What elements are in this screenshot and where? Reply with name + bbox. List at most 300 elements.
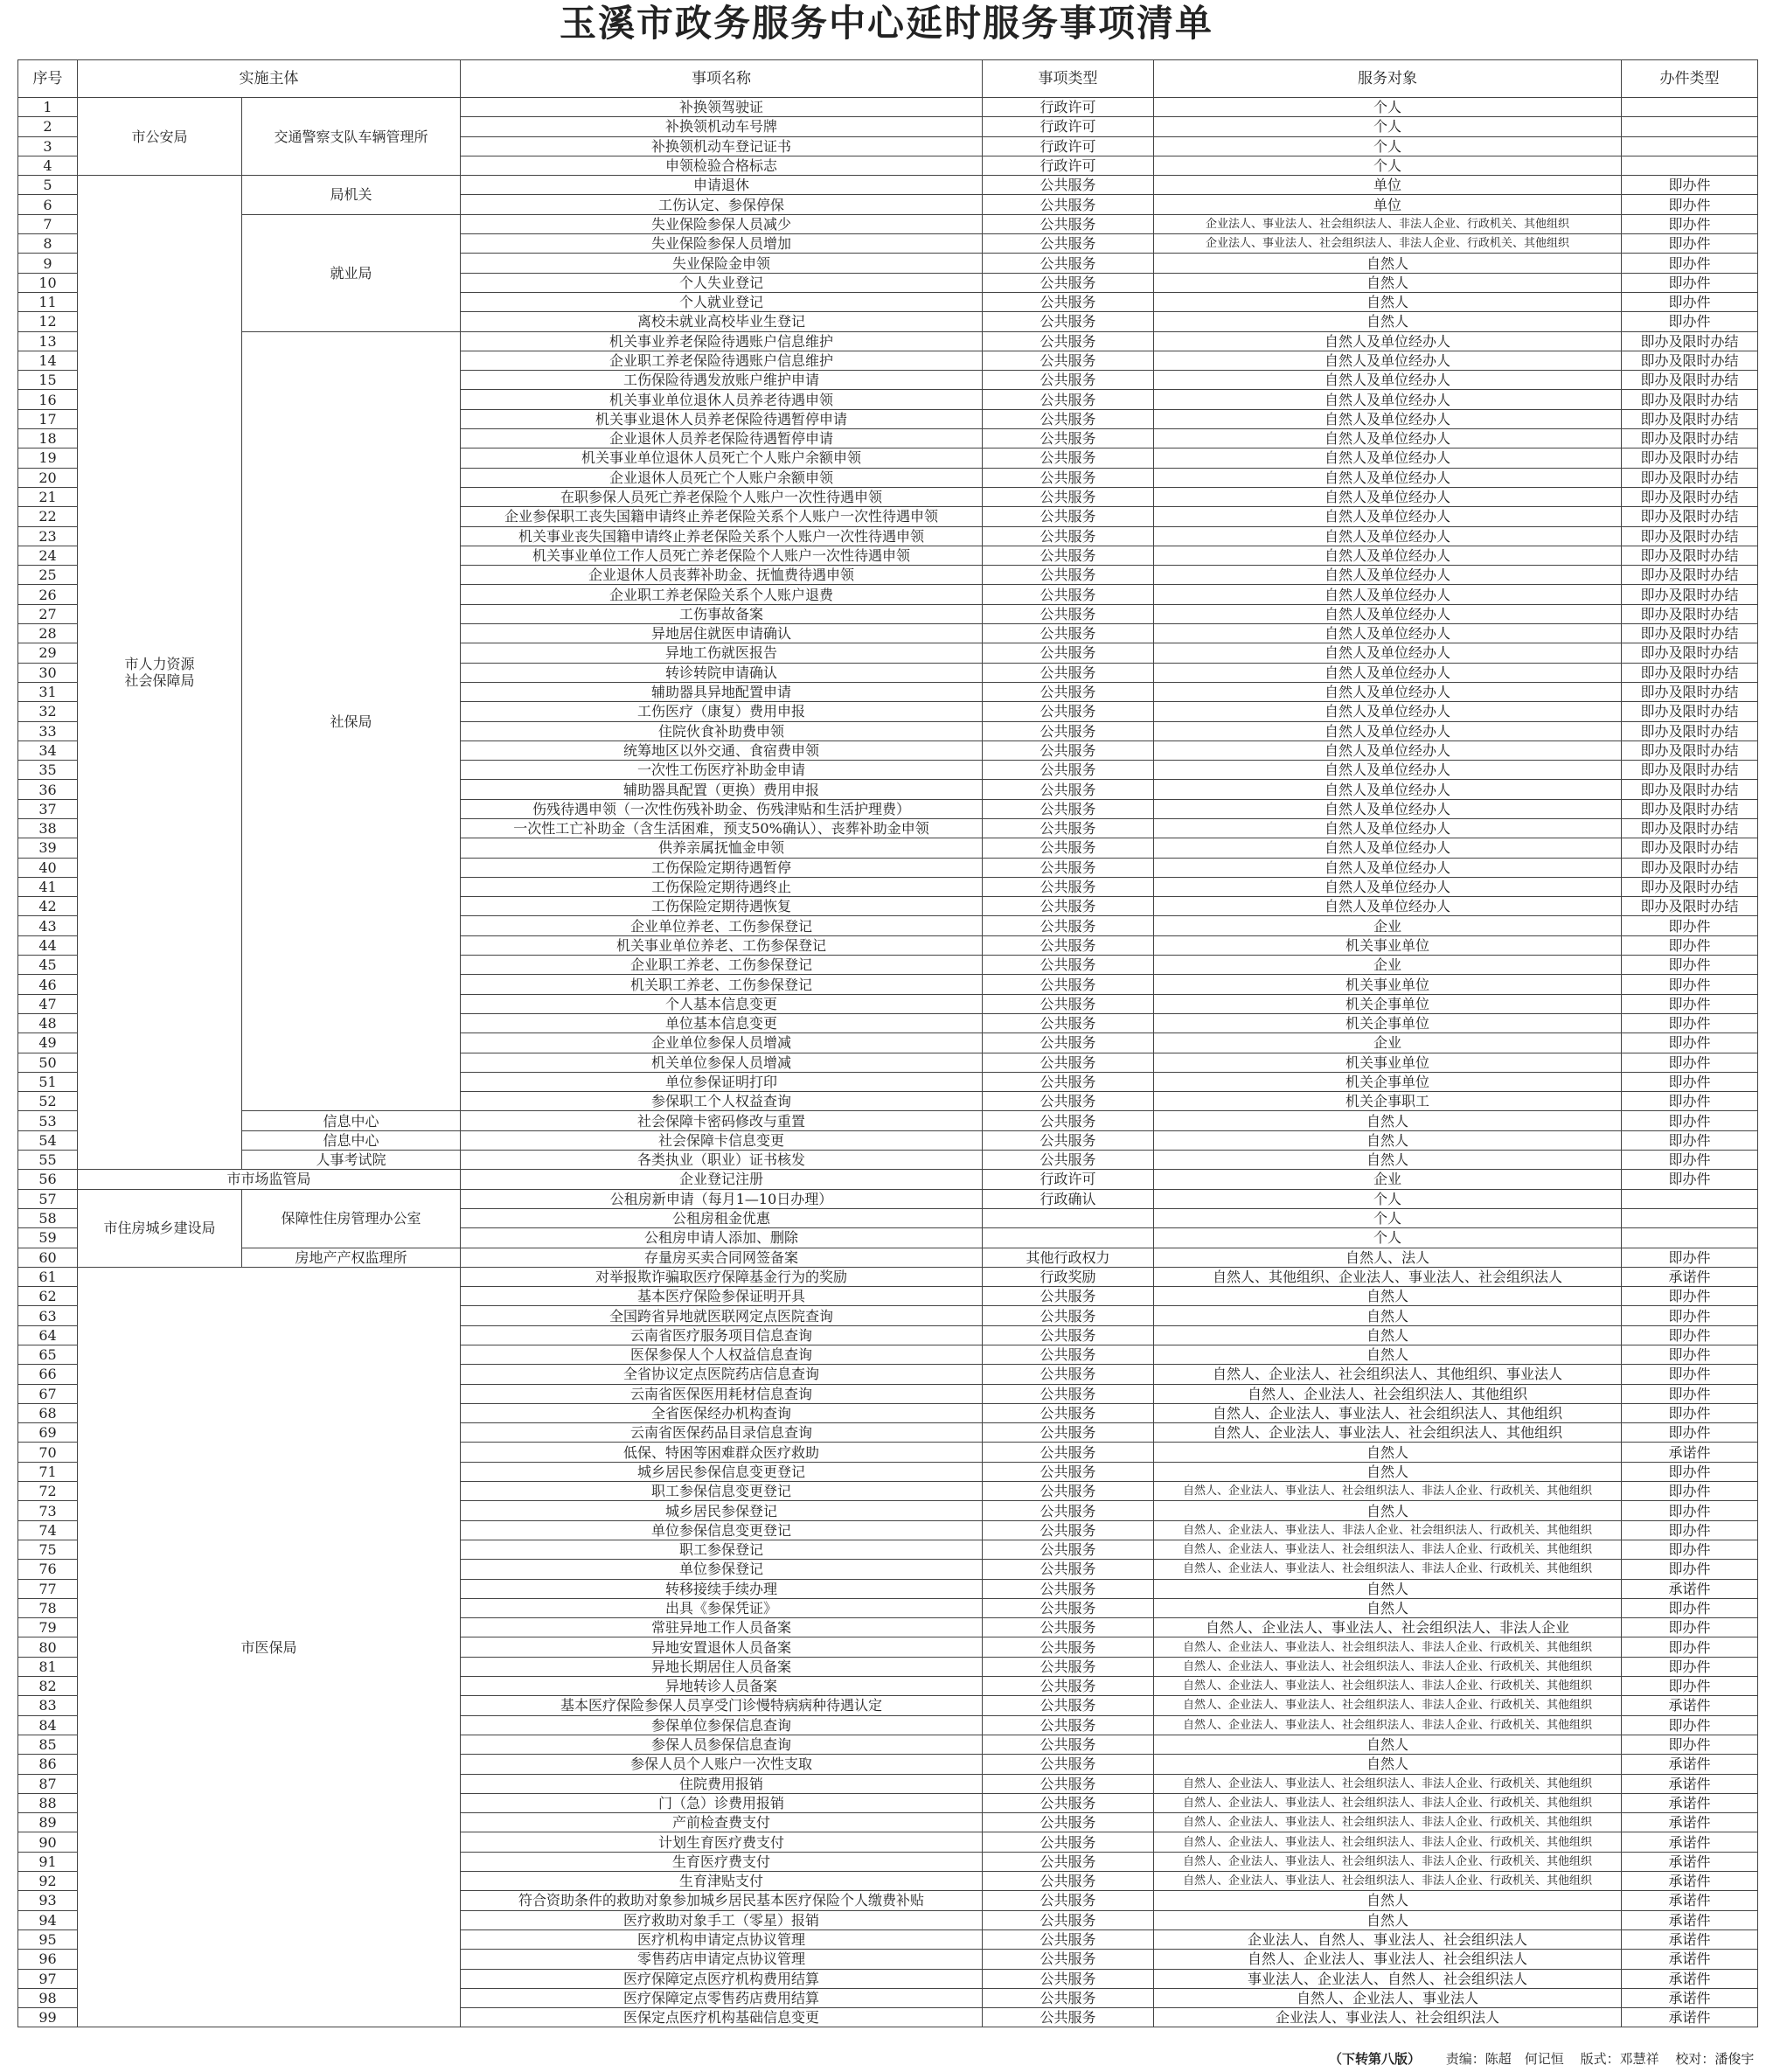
row-index: 34 <box>18 740 78 760</box>
handling-type: 承诺件 <box>1622 1988 1758 2007</box>
handling-type: 即办及限时办结 <box>1622 390 1758 409</box>
service-target: 自然人、企业法人、事业法人、社会组织法人、非法人企业、行政机关、其他组织 <box>1154 1560 1622 1579</box>
item-type: 公共服务 <box>983 1072 1154 1091</box>
service-target: 机关事业单位 <box>1154 975 1622 994</box>
service-target: 自然人及单位经办人 <box>1154 487 1622 506</box>
row-index: 51 <box>18 1072 78 1091</box>
item-type <box>983 1208 1154 1227</box>
handling-type: 即办件 <box>1622 254 1758 273</box>
item-type: 公共服务 <box>983 1130 1154 1150</box>
service-target: 机关企事单位 <box>1154 994 1622 1013</box>
item-name: 医疗机构申请定点协议管理 <box>461 1929 983 1949</box>
item-type: 公共服务 <box>983 292 1154 311</box>
row-index: 53 <box>18 1111 78 1130</box>
item-name: 机关事业单位退休人员养老待遇申领 <box>461 390 983 409</box>
item-name: 辅助器具配置（更换）费用申报 <box>461 780 983 799</box>
service-target: 自然人及单位经办人 <box>1154 702 1622 721</box>
row-index: 92 <box>18 1872 78 1891</box>
item-name: 补换领机动车号牌 <box>461 117 983 136</box>
item-name: 单位基本信息变更 <box>461 1013 983 1033</box>
item-type: 公共服务 <box>983 195 1154 214</box>
item-type: 公共服务 <box>983 390 1154 409</box>
row-index: 67 <box>18 1384 78 1403</box>
row-index: 9 <box>18 254 78 273</box>
service-target: 机关企事职工 <box>1154 1092 1622 1111</box>
handling-type: 即办及限时办结 <box>1622 585 1758 604</box>
header-handling-type: 办件类型 <box>1622 60 1758 98</box>
row-index: 96 <box>18 1950 78 1969</box>
item-type: 公共服务 <box>983 526 1154 546</box>
row-index: 49 <box>18 1033 78 1053</box>
item-name: 异地长期居住人员备案 <box>461 1657 983 1676</box>
row-index: 35 <box>18 761 78 780</box>
handling-type: 即办件 <box>1622 975 1758 994</box>
row-index: 98 <box>18 1988 78 2007</box>
row-index: 61 <box>18 1267 78 1286</box>
service-target: 个人 <box>1154 98 1622 117</box>
item-name: 转诊转院申请确认 <box>461 663 983 682</box>
service-target: 自然人及单位经办人 <box>1154 371 1622 390</box>
item-type: 公共服务 <box>983 1365 1154 1384</box>
item-name: 在职参保人员死亡养老保险个人账户一次性待遇申领 <box>461 487 983 506</box>
handling-type: 即办及限时办结 <box>1622 740 1758 760</box>
item-name: 机关职工养老、工伤参保登记 <box>461 975 983 994</box>
handling-type: 即办及限时办结 <box>1622 507 1758 526</box>
handling-type: 即办及限时办结 <box>1622 448 1758 468</box>
handling-type: 即办件 <box>1622 1151 1758 1170</box>
handling-type: 即办及限时办结 <box>1622 429 1758 448</box>
item-name: 基本医疗保险参保证明开具 <box>461 1287 983 1306</box>
item-type: 公共服务 <box>983 409 1154 428</box>
item-type: 公共服务 <box>983 799 1154 818</box>
handling-type: 即办件 <box>1622 956 1758 975</box>
row-index: 22 <box>18 507 78 526</box>
handling-type: 即办件 <box>1622 1657 1758 1676</box>
handling-type: 承诺件 <box>1622 1793 1758 1812</box>
item-type: 公共服务 <box>983 1482 1154 1501</box>
handling-type: 即办及限时办结 <box>1622 371 1758 390</box>
row-index: 62 <box>18 1287 78 1306</box>
row-index: 8 <box>18 234 78 254</box>
item-name: 企业退休人员丧葬补助金、抚恤费待遇申领 <box>461 566 983 585</box>
row-index: 80 <box>18 1637 78 1657</box>
item-type: 公共服务 <box>983 1929 1154 1949</box>
service-target: 企业法人、自然人、事业法人、社会组织法人 <box>1154 1929 1622 1949</box>
row-index: 93 <box>18 1891 78 1910</box>
item-type: 公共服务 <box>983 1501 1154 1520</box>
item-name: 企业参保职工丧失国籍申请终止养老保险关系个人账户一次性待遇申领 <box>461 507 983 526</box>
item-type: 公共服务 <box>983 975 1154 994</box>
item-name: 企业退休人员死亡个人账户余额申领 <box>461 468 983 487</box>
item-name: 补换领机动车登记证书 <box>461 136 983 156</box>
agency-cell: 就业局 <box>242 214 461 331</box>
item-name: 城乡居民参保登记 <box>461 1501 983 1520</box>
table-row <box>18 1111 1758 1130</box>
row-index: 33 <box>18 721 78 740</box>
item-type: 公共服务 <box>983 1443 1154 1462</box>
service-target: 自然人 <box>1154 292 1622 311</box>
item-type: 公共服务 <box>983 1910 1154 1929</box>
item-type: 公共服务 <box>983 1618 1154 1637</box>
continued-note: （下转第八版） <box>1329 2051 1422 2067</box>
item-type: 公共服务 <box>983 1755 1154 1774</box>
item-name: 参保人员个人账户一次性支取 <box>461 1755 983 1774</box>
item-name: 低保、特困等困难群众医疗救助 <box>461 1443 983 1462</box>
item-name: 公租房新申请（每月1—10日办理） <box>461 1189 983 1208</box>
header-agency: 实施主体 <box>78 60 461 98</box>
handling-type: 即办件 <box>1622 1384 1758 1403</box>
handling-type: 承诺件 <box>1622 1891 1758 1910</box>
service-target: 自然人及单位经办人 <box>1154 858 1622 877</box>
header-item-name: 事项名称 <box>461 60 983 98</box>
service-target: 自然人、企业法人、事业法人、社会组织法人、其他组织 <box>1154 1403 1622 1422</box>
service-target: 自然人、企业法人、事业法人、社会组织法人、非法人企业、行政机关、其他组织 <box>1154 1540 1622 1559</box>
item-type: 公共服务 <box>983 916 1154 935</box>
item-type: 公共服务 <box>983 1774 1154 1793</box>
item-type: 公共服务 <box>983 1988 1154 2007</box>
service-target: 自然人及单位经办人 <box>1154 624 1622 643</box>
handling-type: 即办件 <box>1622 1287 1758 1306</box>
handling-type: 即办及限时办结 <box>1622 682 1758 701</box>
item-name: 出具《参保凭证》 <box>461 1598 983 1617</box>
service-target: 自然人及单位经办人 <box>1154 331 1622 351</box>
service-target: 自然人及单位经办人 <box>1154 351 1622 370</box>
handling-type <box>1622 1208 1758 1227</box>
row-index: 88 <box>18 1793 78 1812</box>
service-target: 自然人及单位经办人 <box>1154 507 1622 526</box>
service-target: 自然人及单位经办人 <box>1154 761 1622 780</box>
item-name: 参保人员参保信息查询 <box>461 1735 983 1754</box>
row-index: 40 <box>18 858 78 877</box>
row-index: 78 <box>18 1598 78 1617</box>
item-name: 云南省医保医用耗材信息查询 <box>461 1384 983 1403</box>
item-type: 行政奖励 <box>983 1267 1154 1286</box>
item-type: 公共服务 <box>983 331 1154 351</box>
item-type: 公共服务 <box>983 214 1154 233</box>
item-type: 公共服务 <box>983 507 1154 526</box>
item-name: 工伤保险定期待遇暂停 <box>461 858 983 877</box>
item-name: 医保定点医疗机构基础信息变更 <box>461 2008 983 2027</box>
row-index: 65 <box>18 1345 78 1365</box>
row-index: 11 <box>18 292 78 311</box>
handling-type: 即办及限时办结 <box>1622 468 1758 487</box>
item-name: 异地安置退休人员备案 <box>461 1637 983 1657</box>
handling-type: 即办及限时办结 <box>1622 838 1758 858</box>
handling-type: 即办及限时办结 <box>1622 351 1758 370</box>
row-index: 17 <box>18 409 78 428</box>
row-index: 50 <box>18 1053 78 1072</box>
item-name: 城乡居民参保信息变更登记 <box>461 1462 983 1481</box>
item-name: 公租房租金优惠 <box>461 1208 983 1227</box>
handling-type <box>1622 1189 1758 1208</box>
handling-type: 承诺件 <box>1622 1579 1758 1598</box>
handling-type: 即办及限时办结 <box>1622 877 1758 896</box>
row-index: 5 <box>18 176 78 195</box>
item-name: 离校未就业高校毕业生登记 <box>461 312 983 331</box>
item-type: 公共服务 <box>983 1151 1154 1170</box>
handling-type: 即办件 <box>1622 1560 1758 1579</box>
table-row <box>18 214 1758 233</box>
row-index: 54 <box>18 1130 78 1150</box>
item-type: 公共服务 <box>983 1287 1154 1306</box>
handling-type: 即办件 <box>1622 1072 1758 1091</box>
row-index: 60 <box>18 1248 78 1267</box>
service-target: 企业法人、事业法人、社会组织法人 <box>1154 2008 1622 2027</box>
agency-cell: 市医保局 <box>78 1267 461 2027</box>
row-index: 66 <box>18 1365 78 1384</box>
handling-type: 承诺件 <box>1622 1774 1758 1793</box>
service-target: 自然人 <box>1154 1325 1622 1345</box>
item-name: 常驻异地工作人员备案 <box>461 1618 983 1637</box>
service-target: 自然人 <box>1154 1462 1622 1481</box>
row-index: 28 <box>18 624 78 643</box>
service-target: 个人 <box>1154 1228 1622 1248</box>
item-type: 公共服务 <box>983 643 1154 663</box>
service-target: 自然人及单位经办人 <box>1154 566 1622 585</box>
item-type: 公共服务 <box>983 877 1154 896</box>
handling-type: 即办及限时办结 <box>1622 331 1758 351</box>
service-target: 自然人 <box>1154 312 1622 331</box>
service-target: 自然人 <box>1154 1735 1622 1754</box>
header-service-target: 服务对象 <box>1154 60 1622 98</box>
row-index: 12 <box>18 312 78 331</box>
handling-type <box>1622 156 1758 175</box>
item-name: 社会保障卡密码修改与重置 <box>461 1111 983 1130</box>
service-target: 个人 <box>1154 1208 1622 1227</box>
item-type: 公共服务 <box>983 585 1154 604</box>
item-type: 公共服务 <box>983 994 1154 1013</box>
row-index: 79 <box>18 1618 78 1637</box>
service-target: 自然人及单位经办人 <box>1154 604 1622 623</box>
item-type: 公共服务 <box>983 1852 1154 1871</box>
handling-type: 承诺件 <box>1622 1755 1758 1774</box>
row-index: 44 <box>18 935 78 955</box>
service-target: 自然人及单位经办人 <box>1154 585 1622 604</box>
service-target: 自然人、企业法人、事业法人、社会组织法人、非法人企业、行政机关、其他组织 <box>1154 1852 1622 1871</box>
item-name: 一次性工亡补助金（含生活困难，预支50%确认）、丧葬补助金申领 <box>461 818 983 838</box>
item-type: 其他行政权力 <box>983 1248 1154 1267</box>
item-type: 公共服务 <box>983 1325 1154 1345</box>
item-name: 企业单位参保人员增减 <box>461 1033 983 1053</box>
service-target: 自然人及单位经办人 <box>1154 663 1622 682</box>
item-type: 公共服务 <box>983 1033 1154 1053</box>
table-row <box>18 1130 1758 1150</box>
service-target: 自然人、企业法人、事业法人、社会组织法人、非法人企业、行政机关、其他组织 <box>1154 1774 1622 1793</box>
item-type: 公共服务 <box>983 604 1154 623</box>
table-row <box>18 331 1758 351</box>
handling-type: 承诺件 <box>1622 1267 1758 1286</box>
header-index: 序号 <box>18 60 78 98</box>
handling-type: 即办及限时办结 <box>1622 409 1758 428</box>
item-type: 公共服务 <box>983 1969 1154 1988</box>
row-index: 14 <box>18 351 78 370</box>
service-target: 单位 <box>1154 195 1622 214</box>
item-name: 工伤认定、参保停保 <box>461 195 983 214</box>
editor-credit: 责编：陈超 何记恒 <box>1445 2051 1564 2067</box>
item-type: 公共服务 <box>983 1832 1154 1852</box>
item-type: 公共服务 <box>983 1637 1154 1657</box>
row-index: 95 <box>18 1929 78 1949</box>
service-target: 自然人、企业法人、事业法人、社会组织法人、非法人企业、行政机关、其他组织 <box>1154 1482 1622 1501</box>
handling-type: 即办及限时办结 <box>1622 624 1758 643</box>
item-name: 住院费用报销 <box>461 1774 983 1793</box>
item-name: 云南省医疗服务项目信息查询 <box>461 1325 983 1345</box>
item-name: 失业保险金申领 <box>461 254 983 273</box>
item-name: 单位参保信息变更登记 <box>461 1520 983 1540</box>
table-row <box>18 1267 1758 1286</box>
row-index: 52 <box>18 1092 78 1111</box>
item-name: 工伤保险定期待遇终止 <box>461 877 983 896</box>
service-target: 自然人 <box>1154 254 1622 273</box>
service-target: 自然人、企业法人、事业法人、社会组织法人、非法人企业、行政机关、其他组织 <box>1154 1715 1622 1735</box>
row-index: 16 <box>18 390 78 409</box>
service-target: 自然人及单位经办人 <box>1154 390 1622 409</box>
service-target: 自然人、企业法人、事业法人、社会组织法人、非法人企业、行政机关、其他组织 <box>1154 1793 1622 1812</box>
item-name: 个人就业登记 <box>461 292 983 311</box>
handling-type: 承诺件 <box>1622 1813 1758 1832</box>
handling-type: 即办件 <box>1622 1540 1758 1559</box>
handling-type: 即办件 <box>1622 1092 1758 1111</box>
item-type: 公共服务 <box>983 818 1154 838</box>
row-index: 57 <box>18 1189 78 1208</box>
item-name: 企业职工养老保险待遇账户信息维护 <box>461 351 983 370</box>
item-type: 公共服务 <box>983 468 1154 487</box>
item-name: 全省医保经办机构查询 <box>461 1403 983 1422</box>
item-type: 公共服务 <box>983 351 1154 370</box>
item-type: 公共服务 <box>983 546 1154 565</box>
item-type: 公共服务 <box>983 429 1154 448</box>
item-name: 生育津贴支付 <box>461 1872 983 1891</box>
service-target: 自然人 <box>1154 1151 1622 1170</box>
handling-type: 承诺件 <box>1622 1443 1758 1462</box>
handling-type: 承诺件 <box>1622 1969 1758 1988</box>
item-type: 公共服务 <box>983 1306 1154 1325</box>
item-name: 失业保险参保人员减少 <box>461 214 983 233</box>
item-type: 公共服务 <box>983 721 1154 740</box>
service-target: 自然人 <box>1154 1910 1622 1929</box>
handling-type: 即办件 <box>1622 1306 1758 1325</box>
service-target: 机关事业单位 <box>1154 1053 1622 1072</box>
item-name: 工伤保险定期待遇恢复 <box>461 897 983 916</box>
row-index: 23 <box>18 526 78 546</box>
handling-type: 即办件 <box>1622 1053 1758 1072</box>
row-index: 47 <box>18 994 78 1013</box>
row-index: 91 <box>18 1852 78 1871</box>
handling-type: 承诺件 <box>1622 1910 1758 1929</box>
handling-type: 即办件 <box>1622 234 1758 254</box>
item-type: 公共服务 <box>983 1696 1154 1715</box>
agency-cell: 房地产产权监理所 <box>242 1248 461 1267</box>
handling-type <box>1622 98 1758 117</box>
service-target: 自然人、企业法人、事业法人、社会组织法人、非法人企业、行政机关、其他组织 <box>1154 1832 1622 1852</box>
item-type: 公共服务 <box>983 371 1154 390</box>
item-type: 公共服务 <box>983 2008 1154 2027</box>
item-type: 行政许可 <box>983 98 1154 117</box>
agency-cell: 社保局 <box>242 331 461 1111</box>
item-name: 社会保障卡信息变更 <box>461 1130 983 1150</box>
handling-type: 承诺件 <box>1622 1852 1758 1871</box>
item-name: 零售药店申请定点协议管理 <box>461 1950 983 1969</box>
handling-type: 即办及限时办结 <box>1622 526 1758 546</box>
handling-type: 即办件 <box>1622 195 1758 214</box>
handling-type: 即办及限时办结 <box>1622 858 1758 877</box>
item-name: 机关事业退休人员养老保险待遇暂停申请 <box>461 409 983 428</box>
handling-type: 即办及限时办结 <box>1622 780 1758 799</box>
handling-type <box>1622 117 1758 136</box>
item-type: 公共服务 <box>983 1677 1154 1696</box>
service-target: 自然人及单位经办人 <box>1154 838 1622 858</box>
handling-type: 即办及限时办结 <box>1622 546 1758 565</box>
row-index: 41 <box>18 877 78 896</box>
item-name: 医疗保障定点医疗机构费用结算 <box>461 1969 983 1988</box>
item-type: 公共服务 <box>983 1813 1154 1832</box>
row-index: 6 <box>18 195 78 214</box>
row-index: 3 <box>18 136 78 156</box>
item-type: 行政确认 <box>983 1189 1154 1208</box>
table-row <box>18 98 1758 117</box>
service-target: 个人 <box>1154 1189 1622 1208</box>
item-name: 医疗救助对象手工（零星）报销 <box>461 1910 983 1929</box>
item-type: 公共服务 <box>983 663 1154 682</box>
row-index: 64 <box>18 1325 78 1345</box>
item-type: 公共服务 <box>983 1715 1154 1735</box>
item-type: 公共服务 <box>983 740 1154 760</box>
item-type: 公共服务 <box>983 1560 1154 1579</box>
item-name: 转移接续手续办理 <box>461 1579 983 1598</box>
item-type: 公共服务 <box>983 273 1154 292</box>
service-target: 个人 <box>1154 156 1622 175</box>
handling-type: 即办件 <box>1622 1462 1758 1481</box>
service-target: 自然人、企业法人、社会组织法人、其他组织 <box>1154 1384 1622 1403</box>
row-index: 46 <box>18 975 78 994</box>
item-name: 申领检验合格标志 <box>461 156 983 175</box>
item-type: 公共服务 <box>983 1462 1154 1481</box>
row-index: 31 <box>18 682 78 701</box>
row-index: 25 <box>18 566 78 585</box>
row-index: 86 <box>18 1755 78 1774</box>
item-type: 公共服务 <box>983 780 1154 799</box>
handling-type: 即办件 <box>1622 1598 1758 1617</box>
item-name: 企业单位养老、工伤参保登记 <box>461 916 983 935</box>
handling-type: 即办及限时办结 <box>1622 702 1758 721</box>
page-title: 玉溪市政务服务中心延时服务事项清单 <box>559 2 1213 45</box>
item-name: 企业职工养老、工伤参保登记 <box>461 956 983 975</box>
item-name: 公租房申请人添加、删除 <box>461 1228 983 1248</box>
row-index: 68 <box>18 1403 78 1422</box>
handling-type: 即办件 <box>1622 1365 1758 1384</box>
row-index: 42 <box>18 897 78 916</box>
service-target: 自然人及单位经办人 <box>1154 780 1622 799</box>
item-type: 公共服务 <box>983 1872 1154 1891</box>
row-index: 30 <box>18 663 78 682</box>
handling-type: 即办件 <box>1622 1715 1758 1735</box>
row-index: 81 <box>18 1657 78 1676</box>
item-name: 辅助器具异地配置申请 <box>461 682 983 701</box>
item-name: 机关事业丧失国籍申请终止养老保险关系个人账户一次性待遇申领 <box>461 526 983 546</box>
item-name: 医保参保人个人权益信息查询 <box>461 1345 983 1365</box>
service-target: 机关企事单位 <box>1154 1072 1622 1091</box>
item-type: 公共服务 <box>983 234 1154 254</box>
service-target: 机关事业单位 <box>1154 935 1622 955</box>
service-target: 企业 <box>1154 916 1622 935</box>
service-target: 自然人、企业法人、事业法人、社会组织法人、非法人企业、行政机关、其他组织 <box>1154 1657 1622 1676</box>
row-index: 82 <box>18 1677 78 1696</box>
service-target: 自然人 <box>1154 1345 1622 1365</box>
row-index: 26 <box>18 585 78 604</box>
item-type: 公共服务 <box>983 1540 1154 1559</box>
item-type: 公共服务 <box>983 1735 1154 1754</box>
agency-cell: 保障性住房管理办公室 <box>242 1189 461 1248</box>
